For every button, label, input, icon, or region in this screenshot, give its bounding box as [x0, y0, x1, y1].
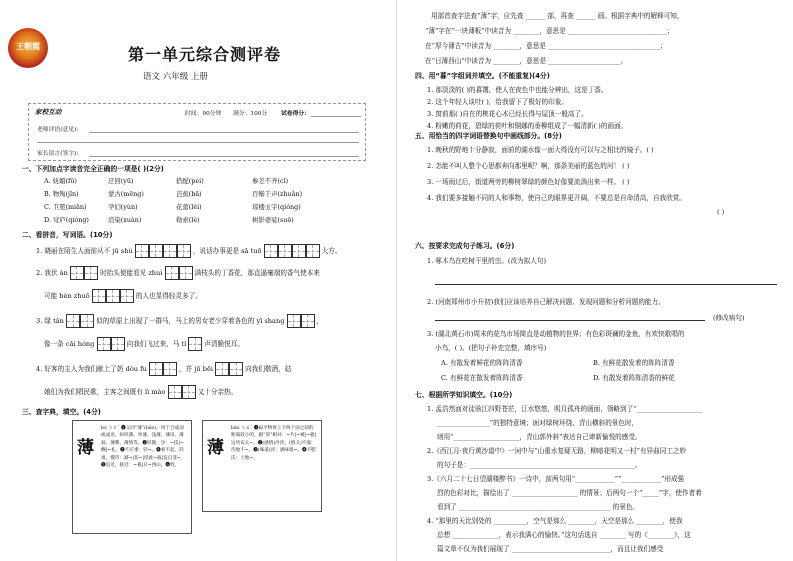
q6-answer-line-1[interactable]: [435, 284, 777, 285]
parent-message-label: 家长留言(签字)：: [37, 151, 83, 157]
q2-l5-text-c: 声清脆悦耳。: [204, 340, 244, 348]
q2-l1-text-b: ，说话办事更是 sā tuō: [192, 247, 262, 255]
q6-item-2-hint: (修改病句): [713, 314, 745, 322]
q5-item-4[interactable]: 4. 我们要多接触不同的人和事物，使自己的眼界更开阔，不要总是自命清高，自我欣赏。: [427, 194, 686, 202]
dictionary-card-bo: [72, 420, 192, 534]
q2-l4-text-a: 3. 绿 tǎn: [36, 317, 64, 325]
q4-heading: 四、用“暮”字组词并填空。(不能重复)(4分): [415, 72, 550, 80]
q2-line-3: [44, 289, 202, 303]
exam-total: 满分：100分: [233, 111, 268, 117]
q2-l4-text-c: ，: [316, 317, 324, 325]
q7-line-9[interactable]: 4. “那里的天比别处的 __________，空气是那么 ________，天空是那么 ________，使我: [427, 517, 683, 525]
q6-item-3b[interactable]: 小鸟，( )。(把句子补充完整，填序号): [435, 344, 547, 352]
score-label: 试卷得分：: [281, 111, 310, 117]
answer-boxes[interactable]: [70, 266, 98, 280]
q5-item-1[interactable]: 1. 晚秋的野地十分静寂，面前的湖水像一面大得没有可以与之相比的镜子。( ): [427, 146, 654, 154]
dict-char-bao: 薄: [207, 438, 224, 458]
q3-heading: 三、查字典，填空。(4分): [22, 408, 101, 416]
answer-boxes[interactable]: [97, 337, 125, 351]
q1-option-b-1[interactable]: B. 物殉(jǐn): [44, 190, 79, 198]
q2-line-5: [44, 337, 244, 351]
q5-heading: 五、用恰当的四字词语替换句中画线部分。(8分): [415, 132, 562, 140]
answer-boxes[interactable]: [92, 289, 134, 303]
q7-line-4[interactable]: 2.《西江月·夜行黄沙道中》一词中与“山重水复疑无路，柳暗花明又一村”有异曲同工之妙: [427, 447, 687, 455]
q6-option-d[interactable]: D. 有散发着阵阵清香的鲜花: [593, 374, 675, 382]
q1-option-b-4: 百啭千声(zhuǎn): [252, 190, 303, 198]
dict-entry-bo: bó ㄅㄛˊ ❶义同“薄”(báo)。用于合成词或成语，如厚薄、单薄、浅薄、薄田、薄弱、薄雾、薄情等。❷轻微，少：~技|~酬|~礼。❸不庄重：轻~。❹看不起，轻视，慢待：鄙~|菲~|厚此~彼|妄自菲~。❺迫近，接近：~暮|日~西山。❻姓。: [101, 426, 186, 469]
exam-time: 时间：90分钟: [185, 111, 222, 117]
answer-boxes[interactable]: [168, 385, 196, 399]
q2-l7-text-b: 又十分亲热。: [197, 388, 238, 396]
teacher-comment-field[interactable]: [89, 132, 359, 133]
q7-line-2[interactable]: ________________”的独特意境；面对绿树环绕、青山横斜的景色时，: [437, 419, 639, 427]
q7-heading: 七、根据所学知识填空。(10分): [415, 391, 513, 399]
q2-l4-text-b: 似的草原上出现了一群马，马上的男女老少穿着各色的 yī shang: [96, 317, 285, 325]
q2-l5-text-a: 像一条 cǎi hóng: [44, 340, 95, 348]
q6-answer-line-2[interactable]: [435, 320, 705, 321]
q7-line-7[interactable]: 烈的色彩对比，描绘出了 ____________________ 的情景；后两句一个“_____”字，使作者着: [437, 489, 702, 497]
q1-option-c-2: 孕妇(yùn): [108, 203, 138, 211]
dict-char-bo: 薄: [77, 438, 94, 458]
q2-l1-text-a: 1. 晓丽在陌生人面前从不 jū shù: [36, 247, 133, 255]
answer-boxes[interactable]: [66, 314, 94, 328]
q4-item-1[interactable]: 1. 那淡淡的( )的暮霭，使人在夜色中也能分辨出，这是丁香。: [427, 86, 608, 94]
q2-l6-text-a: 4. 好客的主人为我们献上了奶 dòu fu: [36, 365, 147, 373]
q1-option-c-1[interactable]: C. 卫冕(miǎn): [44, 203, 87, 211]
q1-option-a-4: 参差不齐(cī): [252, 177, 289, 185]
q2-l7-text-a: 娘们为我们唱民歌，主客之间既有 lì mào: [44, 388, 166, 396]
q2-line-1: [36, 244, 341, 258]
q7-line-3[interactable]: 则用“____________________，青山郭外斜”表达自己谛新愉悦的感受。: [437, 433, 642, 441]
q1-option-d-2: 渲染(xuàn): [108, 216, 142, 224]
parent-message-field[interactable]: [89, 156, 359, 157]
q2-line-2: [36, 266, 320, 280]
q1-option-d-1[interactable]: D. 穹庐(qióng): [44, 216, 89, 224]
exam-title: 第一单元综合测评卷: [128, 45, 282, 64]
q4-item-4[interactable]: 4. 粉嫩的荷花，碧绿的荷叶和铜娜的垂柳组成了一幅清新( )的画面。: [427, 122, 628, 130]
q1-option-b-2: 蒙古(mēng): [108, 190, 144, 198]
q5-item-5[interactable]: ( ): [717, 208, 725, 216]
q7-line-10[interactable]: 总想 ______________，表示我满心的愉快。”这句话选自 ________ 写的《________》，这: [437, 531, 691, 539]
q3-fill-2[interactable]: “薄”字在“一块薄板”中读音为 ________，意思是 ______________________________；: [425, 27, 674, 35]
q7-line-5[interactable]: 的句子是：__________________________________________________。: [437, 461, 642, 469]
q1-option-d-4: 树影婆娑(suō): [252, 216, 294, 224]
answer-boxes[interactable]: [188, 337, 202, 351]
q2-l6-text-b: ，并 jū bēi: [179, 365, 213, 373]
q3-fill-4[interactable]: 在“日薄西山”中读音为 ________，意思是 ______________________。: [425, 57, 628, 65]
home-school-tag: 家校互动: [35, 108, 62, 116]
exam-subtitle: 语文 六年级 上册: [143, 72, 208, 82]
score-field[interactable]: [311, 116, 361, 117]
comment-line[interactable]: [37, 142, 359, 143]
q7-line-1[interactable]: 1. 孟浩然面对徒骇江四野苍茫，江水悠悠，明月孤舟的画面，领略到了“____________________: [427, 405, 703, 413]
q2-heading: 二、看拼音，写词语。(10分): [22, 231, 113, 239]
q2-l2-text-c: 满枝头的丁香花，那直逼毫端的香气使本来: [194, 269, 320, 277]
teacher-comment-label: 老师评语(意见)：: [37, 127, 83, 133]
right-page: [397, 0, 793, 561]
answer-boxes[interactable]: [135, 244, 191, 258]
dict-entry-bao: báo ㄅㄠˊ ❶扁平物体上下两个面之间的距离较小的，跟“厚”相对：~片|~被|~板|这块布太~。❷(感情)冷淡，(情义)不深：待他不~。❸(味道)淡：酒味很~。❹不肥沃：土地~。: [231, 426, 317, 461]
answer-boxes[interactable]: [165, 266, 193, 280]
q6-option-c[interactable]: C. 有鲜花在散发着阵阵清香: [441, 374, 523, 382]
q1-option-d-3: 勒索(lè): [176, 216, 200, 224]
logo-text: 王朝霞: [16, 42, 40, 51]
q7-line-8[interactable]: 看到了 ______________________________________________ 的景色。: [437, 503, 640, 511]
q7-line-11[interactable]: 篇文章不仅为我们展现了 ______________________________，而且让我们感受: [437, 545, 664, 553]
q5-item-2[interactable]: 2. 怎能不叫人整个心思都奔向那里呢？啊，那条美丽的蓝色的河！ ( ): [427, 162, 630, 170]
answer-boxes[interactable]: [215, 362, 243, 376]
q1-heading: 一、下列加点字读音完全正确的一项是( )(2分): [22, 165, 164, 173]
brand-logo: [8, 28, 48, 68]
q2-l2-text-a: 2. 我伏 àn: [36, 269, 68, 277]
q2-line-6: [36, 362, 291, 376]
answer-boxes[interactable]: [149, 362, 177, 376]
q3-fill-1[interactable]: 用部首查字法查“薄”字，应先查 ______ 部，再查 ______ 画。根据字典中的解释可知，: [431, 12, 684, 20]
q4-item-2[interactable]: 2. 这个年轻人谈吐( )，给我留下了极好的印象。: [427, 98, 568, 106]
answer-boxes[interactable]: [287, 314, 315, 328]
q5-item-3[interactable]: 3. 一场雨过后，街道两旁的柳树翠绿的颜色好像要流淌出来一样。 ( ): [427, 178, 630, 186]
home-school-box: [28, 103, 366, 161]
left-page: [0, 0, 396, 561]
q6-item-2: 2. (河南郑州市小升初)我们应该培养自己解决问题、发现问题和分析问题的能力。: [427, 298, 665, 306]
dictionary-card-bao: [202, 420, 322, 512]
q2-line-7: [44, 385, 237, 399]
q2-l3-text-a: 可能 bèn zhuō: [44, 292, 90, 300]
q6-option-b[interactable]: B. 有鲜花散发着的阵阵清香: [593, 359, 675, 367]
answer-boxes[interactable]: [264, 244, 320, 258]
q1-option-c-4: 琼楼玉宇(qióng): [252, 203, 301, 211]
q4-item-3[interactable]: 3. 窗前那( )自在的桃花心木已经长得与屋顶一般高了。: [427, 110, 588, 118]
q7-line-6[interactable]: 3.《六月二十七日望湖楼醉书》一诗中，前两句用“____________”“____________”形成强: [427, 475, 685, 483]
q6-heading: 六、按要求完成句子练习。(6分): [415, 242, 515, 250]
q1-option-a-2: 迂回(yū): [108, 177, 134, 185]
q1-option-b-3: 芭蕉(bā): [176, 190, 202, 198]
q3-fill-3[interactable]: 在“厚今薄古”中读音为 ________，意思是 __________________________________；: [425, 42, 667, 50]
q1-option-a-3: 搭配(pèi): [176, 177, 204, 185]
q2-l2-text-b: 时抬头便能看见 zhuì: [100, 269, 163, 277]
q2-l6-text-c: 向我们敬酒，姑: [245, 365, 292, 373]
q1-option-c-3: 花蕾(lěi): [176, 203, 202, 211]
q2-line-4: [36, 314, 323, 328]
q6-item-1: 1. 啄木鸟在吃树干里的虫。(改为拟人句): [427, 257, 547, 265]
q1-option-a-1[interactable]: A. 妩媚(fǔ): [44, 177, 77, 185]
q6-item-3: 3. (湖北黄石市)周末的花鸟市场简直是动植物的世界；有色彩斑斓的金鱼，有欢快歌唱的: [427, 330, 685, 338]
q2-l5-text-b: 向我们飞过来，马 tí: [126, 340, 187, 348]
q2-l3-text-b: 的人也显得轻灵多了。: [135, 292, 202, 300]
q6-option-a[interactable]: A. 有散发着鲜花的阵阵清香: [441, 359, 523, 367]
q2-l1-text-c: 大方。: [321, 247, 342, 255]
